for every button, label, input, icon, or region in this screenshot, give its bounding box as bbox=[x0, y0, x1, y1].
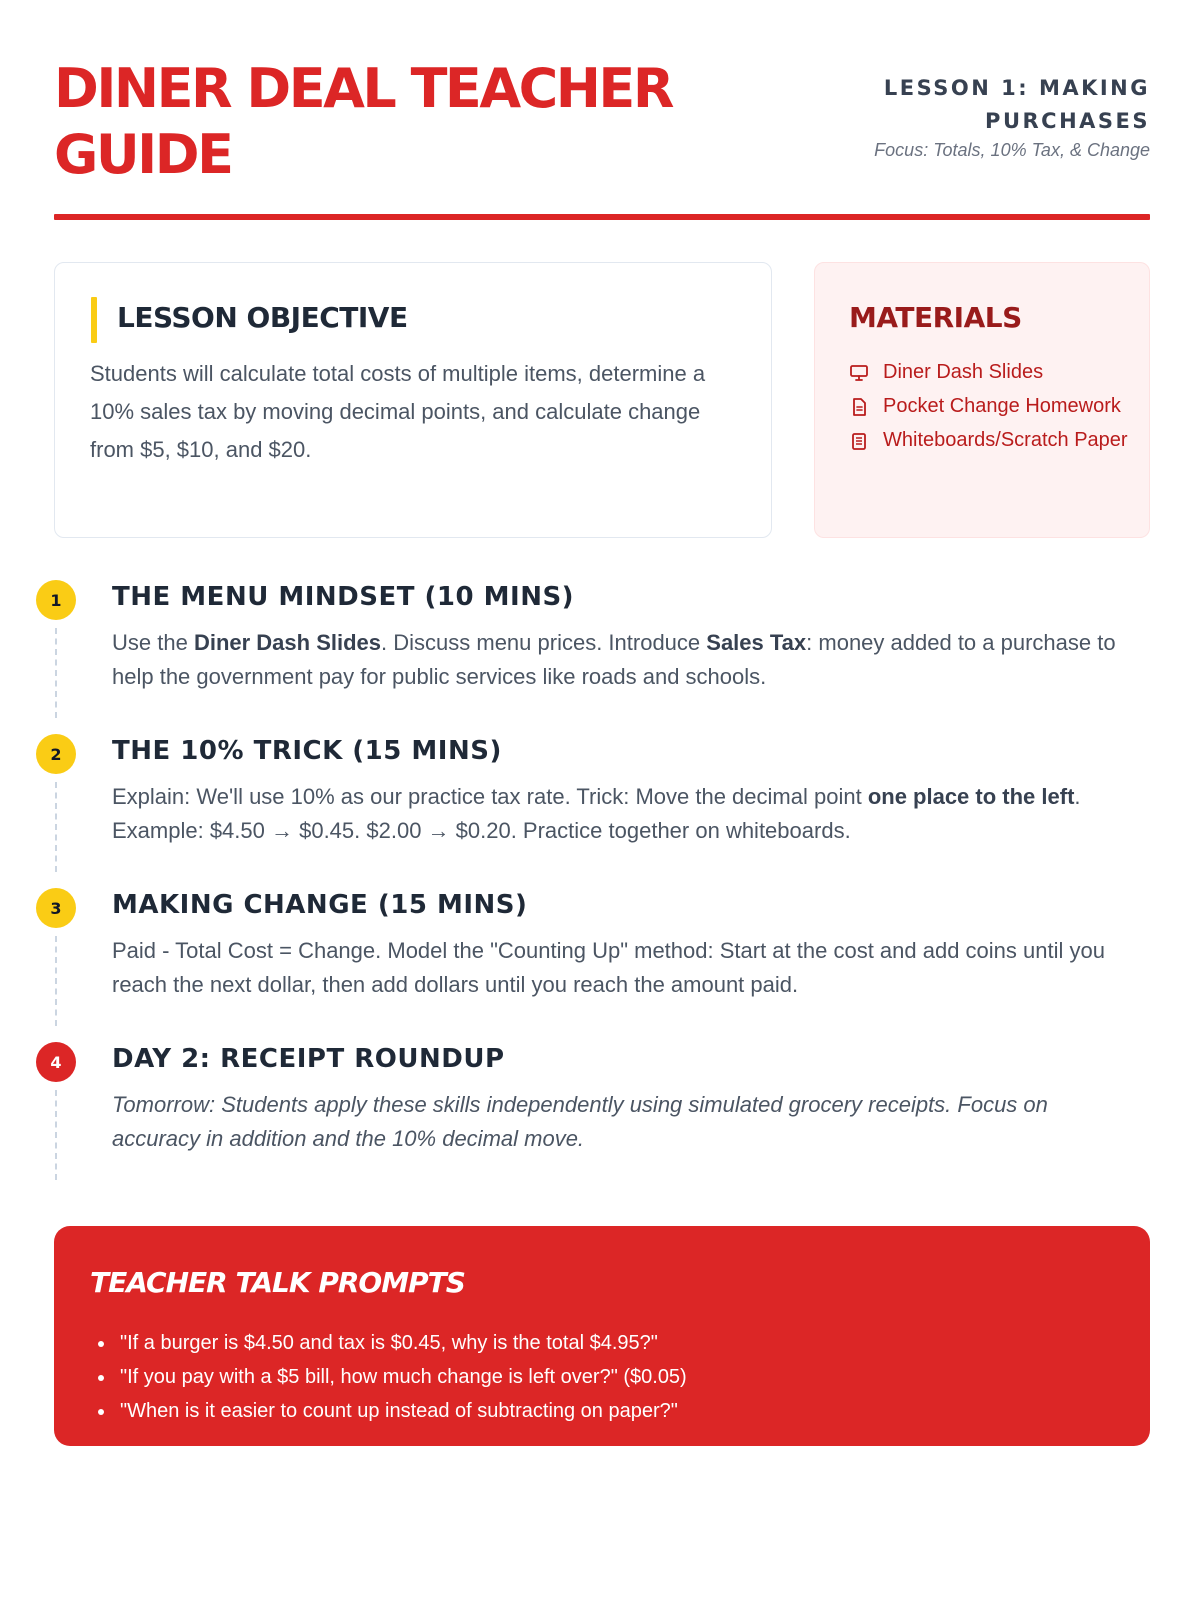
page-header bbox=[54, 56, 1150, 216]
timeline-connector bbox=[55, 628, 57, 718]
talk-prompt-item: • "If you pay with a $5 bill, how much change is left over?" ($0.05) bbox=[116, 1360, 1116, 1394]
materials-item bbox=[849, 359, 1139, 386]
header-divider bbox=[54, 214, 1150, 220]
step-text: Tomorrow: Students apply these skills independently using simulated grocery receipts. Focus on accuracy in addition and the 10% decimal move. bbox=[112, 1092, 1048, 1151]
step-description bbox=[112, 1088, 1132, 1156]
step-text: . Discuss menu prices. Introduce bbox=[381, 630, 707, 655]
step-text: : money added to a purchase to help the government pay for public services like roads and schools. bbox=[112, 630, 1116, 689]
timeline-step bbox=[36, 884, 1150, 1038]
document-icon bbox=[849, 397, 869, 417]
step-description bbox=[112, 626, 1132, 694]
lesson-focus: Focus: Totals, 10% Tax, & Change bbox=[874, 140, 1150, 160]
step-title: THE MENU MINDSET (10 MINS) bbox=[112, 582, 575, 612]
step-emphasis: one place to the left bbox=[867, 784, 1075, 809]
timeline-connector bbox=[55, 936, 57, 1026]
lesson-timeline bbox=[36, 576, 1150, 1192]
step-number-badge: 2 bbox=[36, 734, 76, 774]
timeline-step bbox=[36, 1038, 1150, 1192]
materials-heading: MATERIALS bbox=[849, 301, 1022, 334]
teacher-talk-heading: TEACHER TALK PROMPTS bbox=[90, 1266, 465, 1299]
step-title: DAY 2: RECEIPT ROUNDUP bbox=[112, 1044, 505, 1074]
step-description bbox=[112, 780, 1132, 848]
materials-card bbox=[814, 262, 1150, 538]
step-title: MAKING CHANGE (15 MINS) bbox=[112, 890, 528, 920]
objective-text: Students will calculate total costs of multiple items, determine a 10% sales tax by moving decimal points, and calculate change from $5, $10, and $20. bbox=[90, 361, 706, 462]
step-title: THE 10% TRICK (15 MINS) bbox=[112, 736, 502, 766]
step-text: Explain: We'll use 10% as our practice tax rate. Trick: Move the decimal point bbox=[112, 784, 868, 809]
monitor-icon bbox=[849, 363, 869, 383]
teacher-talk-box bbox=[54, 1226, 1150, 1446]
step-description bbox=[112, 934, 1132, 1002]
step-text: . Example: $4.50 → $0.45. $2.00 → $0.20. Practice together on whiteboards. bbox=[112, 784, 1081, 843]
timeline-step bbox=[36, 576, 1150, 730]
talk-prompt-item: • "When is it easier to count up instead of subtracting on paper?" bbox=[116, 1394, 1116, 1428]
objective-card bbox=[54, 262, 772, 538]
timeline-connector bbox=[55, 782, 57, 872]
step-emphasis: Sales Tax bbox=[706, 630, 807, 655]
step-text: Paid - Total Cost = Change. Model the "Counting Up" method: Start at the cost and add coins until you reach the next dollar, then add dollars until you reach the amount paid. bbox=[112, 938, 1105, 997]
materials-item-label: Whiteboards/Scratch Paper bbox=[883, 429, 1128, 451]
step-emphasis: Diner Dash Slides bbox=[193, 630, 382, 655]
step-text: Use the bbox=[112, 630, 194, 655]
step-number-badge: 4 bbox=[36, 1042, 76, 1082]
clipboard-icon bbox=[849, 431, 869, 451]
timeline-step bbox=[36, 730, 1150, 884]
objective-accent-bar bbox=[91, 297, 97, 343]
materials-item bbox=[849, 427, 1139, 454]
materials-item bbox=[849, 393, 1139, 420]
lesson-label: LESSON 1: MAKING PURCHASES bbox=[883, 76, 1150, 133]
materials-item-label: Diner Dash Slides bbox=[883, 361, 1044, 383]
talk-prompt-item: • "If a burger is $4.50 and tax is $0.45, why is the total $4.95?" bbox=[116, 1326, 1116, 1360]
objective-heading: LESSON OBJECTIVE bbox=[117, 301, 408, 334]
teacher-talk-list bbox=[116, 1326, 1116, 1428]
materials-list bbox=[849, 359, 1139, 461]
page-title: DINER DEAL TEACHER GUIDE bbox=[54, 57, 672, 186]
step-number-badge: 3 bbox=[36, 888, 76, 928]
materials-item-label: Pocket Change Homework bbox=[883, 395, 1121, 417]
timeline-connector bbox=[55, 1090, 57, 1180]
step-number-badge: 1 bbox=[36, 580, 76, 620]
